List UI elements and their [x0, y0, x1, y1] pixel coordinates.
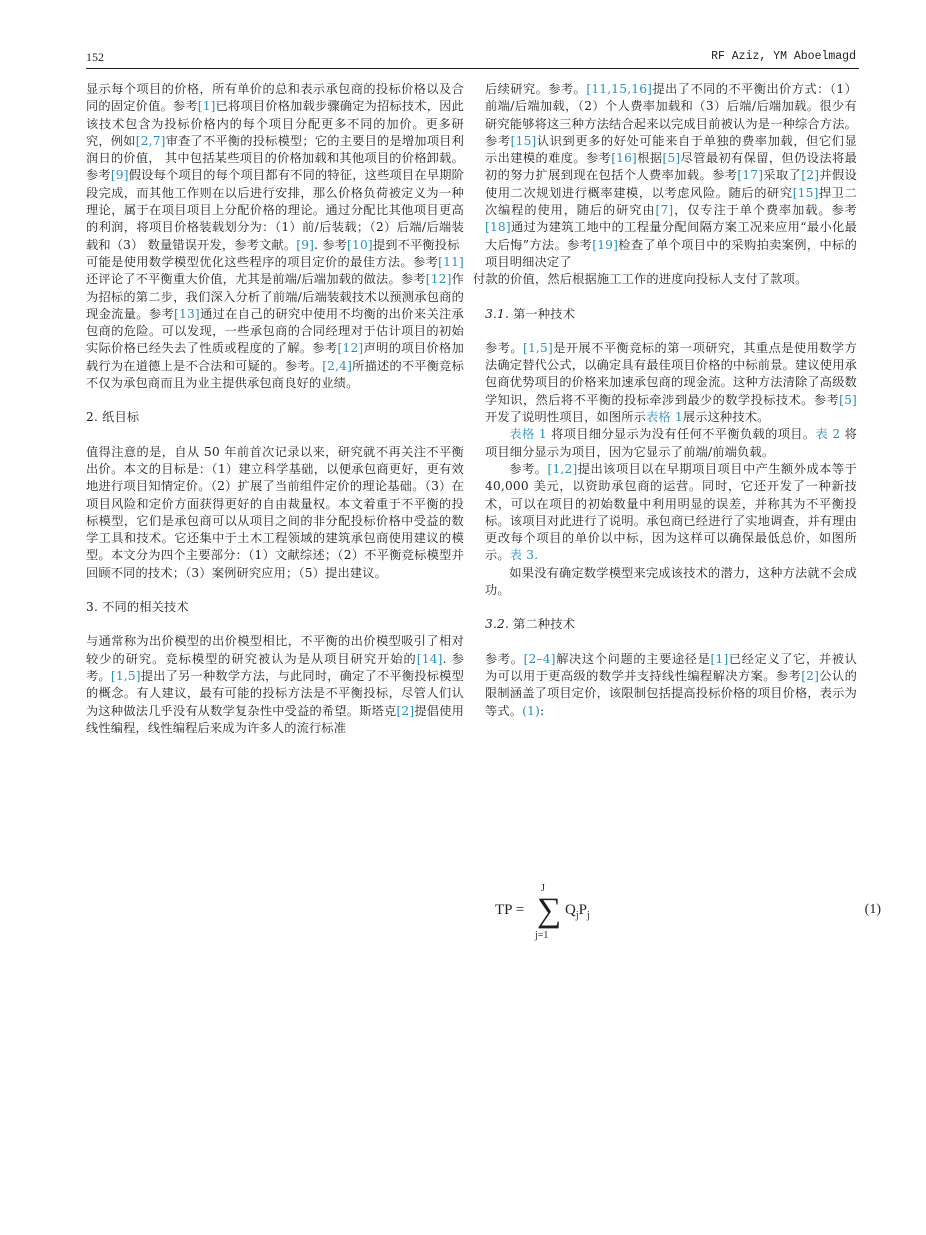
text-run: 审查了不平衡的投标模型；它的主要目的是增加项目利润日的价值， 其中包括某些项目的价格加载和其他项目的价格卸载。参考: [86, 133, 464, 183]
right-column: [473, 81, 858, 720]
citation-link[interactable]: [2]: [396, 703, 415, 718]
text-run: . 参考: [314, 237, 348, 252]
citation-link[interactable]: [1,5]: [110, 668, 141, 683]
right-paragraph-6: [485, 651, 857, 720]
text-run: 可能是使用数学模型优化这些程序的项目定价的最佳方法。参考: [86, 254, 439, 269]
left-paragraph-1: [86, 81, 464, 254]
citation-link[interactable]: [2]: [801, 668, 820, 683]
section-3-2-label: 第二种技术: [513, 617, 576, 632]
citation-link[interactable]: [1]: [197, 99, 216, 114]
text-run: . 参考。: [86, 651, 464, 683]
citation-link[interactable]: [1,5]: [523, 340, 553, 355]
text-run: 作为招标的第二步，我们深入分析了前端/后端装载技术以预测承包商的现金流量。参考: [86, 272, 464, 321]
text-run: 所描述的不平衡竞标不仅为承包商而且为业主提供承包商良好的业绩。: [86, 358, 464, 391]
citation-link[interactable]: [9]: [110, 168, 129, 183]
citation-link[interactable]: [15]: [792, 185, 819, 200]
equation-number: (1): [864, 902, 881, 917]
citation-link[interactable]: [1,2]: [547, 461, 578, 476]
summation-upper-limit: J: [541, 883, 545, 894]
left-paragraph-3: [86, 444, 464, 582]
citation-link[interactable]: [2,7]: [135, 133, 166, 148]
text-run: 是开展不平衡竞标的第一项研究，其重点是使用数学方法确定替代公式，以确定具有最佳项目价格的中标前景。建议使用承包商优势项目的价格来加速承包商的现金流。这种方法清除了高级数学知识，然后将不平衡的投标牵涉到最少的数学投标技术。参考: [485, 340, 857, 407]
summation-symbol: ∑: [537, 892, 562, 929]
section-3-1-label: 第一种技术: [513, 306, 576, 321]
text-run: 并假设使用二次规划进行概率建模，以考虑风险。随后的研究: [485, 168, 858, 200]
citation-link[interactable]: [15]: [510, 133, 537, 148]
citation-link[interactable]: [1]: [710, 651, 729, 666]
citation-link[interactable]: [2–4]: [523, 651, 556, 666]
text-run: 公认的限制涵盖了项目定价，该限制包括提高投标价格的项目价格，表示为等式。: [485, 668, 858, 718]
text-run: ，仅专注于单个费率加载。参考: [673, 203, 857, 218]
section-2-title: 2. 纸目标: [86, 410, 140, 425]
text-run: 显示每个项目的价格，所有单价的总和表示承包商的投标价格以及合同的固定价值。参考: [86, 82, 464, 114]
citation-link[interactable]: 表 2: [815, 427, 841, 442]
equation-term: $Q_jP_j$: [565, 902, 590, 921]
text-run: 提出了另一种数学方法，与此同时，确定了不平衡投标模型的概念。有人建议，最有可能的投标方法是不平衡投标，尽管人们认为这种做法几乎没有从数学复杂性中受益的希望。斯塔克: [86, 668, 465, 718]
citation-link[interactable]: [19]: [592, 237, 619, 252]
text-run: 解决这个问题的主要途径是: [555, 651, 711, 666]
text-run: 参考。: [485, 340, 524, 355]
citation-link[interactable]: [12]: [337, 341, 364, 356]
text-run: 参考。: [485, 651, 524, 666]
text-run: 提到不平衡投标: [372, 237, 460, 252]
citation-link[interactable]: [2]: [801, 168, 820, 183]
section-3-2-title: [485, 616, 857, 633]
citation-link[interactable]: [7]: [655, 203, 674, 218]
section-3-2-number: 3.2.: [485, 617, 510, 632]
text-run: 已经定义了它，并被认为可以用于更高级的数学并支持线性编程解决方案。参考: [485, 651, 858, 683]
text-run: 提出了不同的不平衡出价方式：（1）前端/后端加载，（2）个人费率加载和（3）后端/后端加载。很少有研究能够将这三种方法结合起来以完成目前被认为是一种综合方法。参考: [485, 82, 857, 148]
section-3-1-number: 3.1.: [485, 306, 510, 321]
text-run: 声明的项目价格加载行为在道德上是不合法和可疑的。参考。: [86, 341, 464, 373]
citation-link[interactable]: [13]: [174, 306, 200, 321]
citation-link[interactable]: [10]: [347, 237, 373, 252]
left-paragraph-4: [86, 633, 464, 737]
citation-link[interactable]: [5]: [839, 392, 857, 407]
right-paragraph-1: [485, 81, 857, 271]
citation-link[interactable]: 表格 1: [509, 427, 547, 442]
citation-link[interactable]: [2,4]: [322, 358, 353, 373]
running-authors: RF Aziz, YM Aboelmagd: [711, 50, 856, 63]
summation-lower-limit: j=1: [535, 930, 549, 941]
citation-link[interactable]: [17]: [737, 168, 764, 183]
text-run: 根据: [637, 151, 663, 166]
text-run: 假设每个项目的每个项目都有不同的特征，这些项目在早期阶段完成，而其他工作则在以后进行安排，那么价格负荷被定义为一种理论，属于在项目项目上分配价格的理论。通过分配比其他项目更高的利润，将项目价格装载划分为：（1）前/后装载；（2）后端/后端装载和（3） 数量错误开发，参考文献。: [86, 168, 464, 252]
right-paragraph-5: [485, 565, 857, 600]
text-run: 还评论了不平衡重大价值，尤其是前端/后端加载的做法。参考: [86, 272, 426, 287]
section-3-title: 3. 不同的相关技术: [86, 600, 189, 615]
citation-link[interactable]: [14]: [416, 651, 443, 666]
citation-link[interactable]: [16]: [611, 151, 638, 166]
right-paragraph-1-end: 付款的价值，然后根据施工工作的进度向投标人支付了款项。: [473, 272, 808, 287]
text-run: 认识到更多的好处可能来自于单独的费率加载，但它们显示出建模的难度。参考: [485, 133, 858, 166]
text-run: 通过为建筑工地中的工程量分配间隔方案工况来应用“最小化最大后悔”方法。参考: [485, 220, 857, 252]
text-run: 提出该项目以在早期项目项目中产生额外成本等于 40,000 美元，以资助承包商的运营。同时，它还开发了一种新技术，可以在项目的初始数量中利用明显的误差，并称其为不平衡投标。该项目对此进行了说明。承包商已经进行了实地调查，并有理由更改每个项目的单价以中标，因为这样可以确保最低总价，如图所示。: [485, 461, 857, 563]
text-run: :: [540, 703, 545, 718]
citation-link[interactable]: [9]: [296, 237, 315, 252]
text-run: 采取了: [763, 168, 802, 183]
citation-link[interactable]: [12]: [425, 272, 452, 287]
text-run: 通过在自己的研究中使用不均衡的出价来关注承包商的危险。可以发现，一些承包商的合同经理对于估计项目的初始实际价格已经失去了性质或程度的了解。参考: [86, 306, 464, 356]
page-header: [86, 50, 858, 70]
right-paragraph-2: [485, 340, 857, 426]
text-run: 捍卫二次编程的使用，随后的研究由: [485, 185, 857, 218]
citation-link[interactable]: [18]: [485, 220, 511, 235]
header-rule: [86, 68, 859, 69]
right-paragraph-4: [485, 461, 857, 565]
section-3-1-title: [485, 306, 857, 323]
citation-link[interactable]: (1): [522, 703, 541, 718]
text-run: 后续研究。参考。: [485, 82, 587, 96]
citation-link[interactable]: 表格 1: [646, 410, 683, 425]
text-run: 检查了单个项目中的采购拍卖案例，中标的项目明细决定了: [485, 237, 857, 269]
page-number: 152: [86, 50, 104, 64]
citation-link[interactable]: [5]: [662, 151, 681, 166]
text-run: 如果没有确定数学模型来完成该技术的潜力，这种方法就不会成功。: [485, 565, 857, 598]
text-run: 参考。: [509, 461, 548, 476]
left-paragraph-2: [86, 254, 464, 392]
text-run: 尽管最初有保留，但仍设法将最初的努力扩展到现在包括个人费率加载。参考: [485, 151, 858, 183]
text-run: 与通常称为出价模型的出价模型相比，不平衡的出价模型吸引了相对较少的研究。竞标模型的研究被认为是从项目研究开始的: [86, 634, 464, 666]
left-column: [86, 81, 464, 737]
text-run: 提倡使用线性编程，线性编程后来成为许多人的流行标准: [86, 703, 464, 735]
right-paragraph-3: [485, 426, 857, 461]
equation-1: [485, 883, 883, 948]
equation-lhs: TP =: [495, 902, 525, 918]
citation-link[interactable]: [11]: [438, 254, 464, 269]
text-run: 将项目细分显示为项目，因为它显示了前端/前端负载。: [485, 427, 857, 459]
text-run: 已将项目价格加载步骤确定为招标技术，因此该技术包含为投标价格内的每个项目分配更多不同的加价。更多研究，例如: [86, 99, 464, 148]
text-run: 展示这种技术。: [682, 410, 770, 425]
citation-link[interactable]: 表 3.: [509, 548, 539, 563]
text-run: 开发了说明性项目，如图所示: [485, 410, 647, 425]
text-run: 将项目细分显示为没有任何不平衡负载的项目。: [546, 427, 816, 442]
citation-link[interactable]: [11,15,16]: [586, 82, 653, 96]
text-run: 值得注意的是，自从 50 年前首次记录以来，研究就不再关注不平衡出价。本文的目标是：（1）建立科学基础，以便承包商更好，更有效地进行项目知情定价。（2）扩展了当前组件定价的理论基础。（3）在项目风险和定价方面获得更好的自由裁量权。本文着重于不平衡的投标模型，它们是承包商可以从项目之间的非分配投标价格中受益的数学工具和技术。它还集中于土木工程领域的建筑承包商使用建议的模型。本文分为四个主要部分：（1）文献综述；（2）不平衡竞标模型并回顾不同的技术；（3）案例研究应用；（5）提出建议。: [86, 444, 464, 580]
